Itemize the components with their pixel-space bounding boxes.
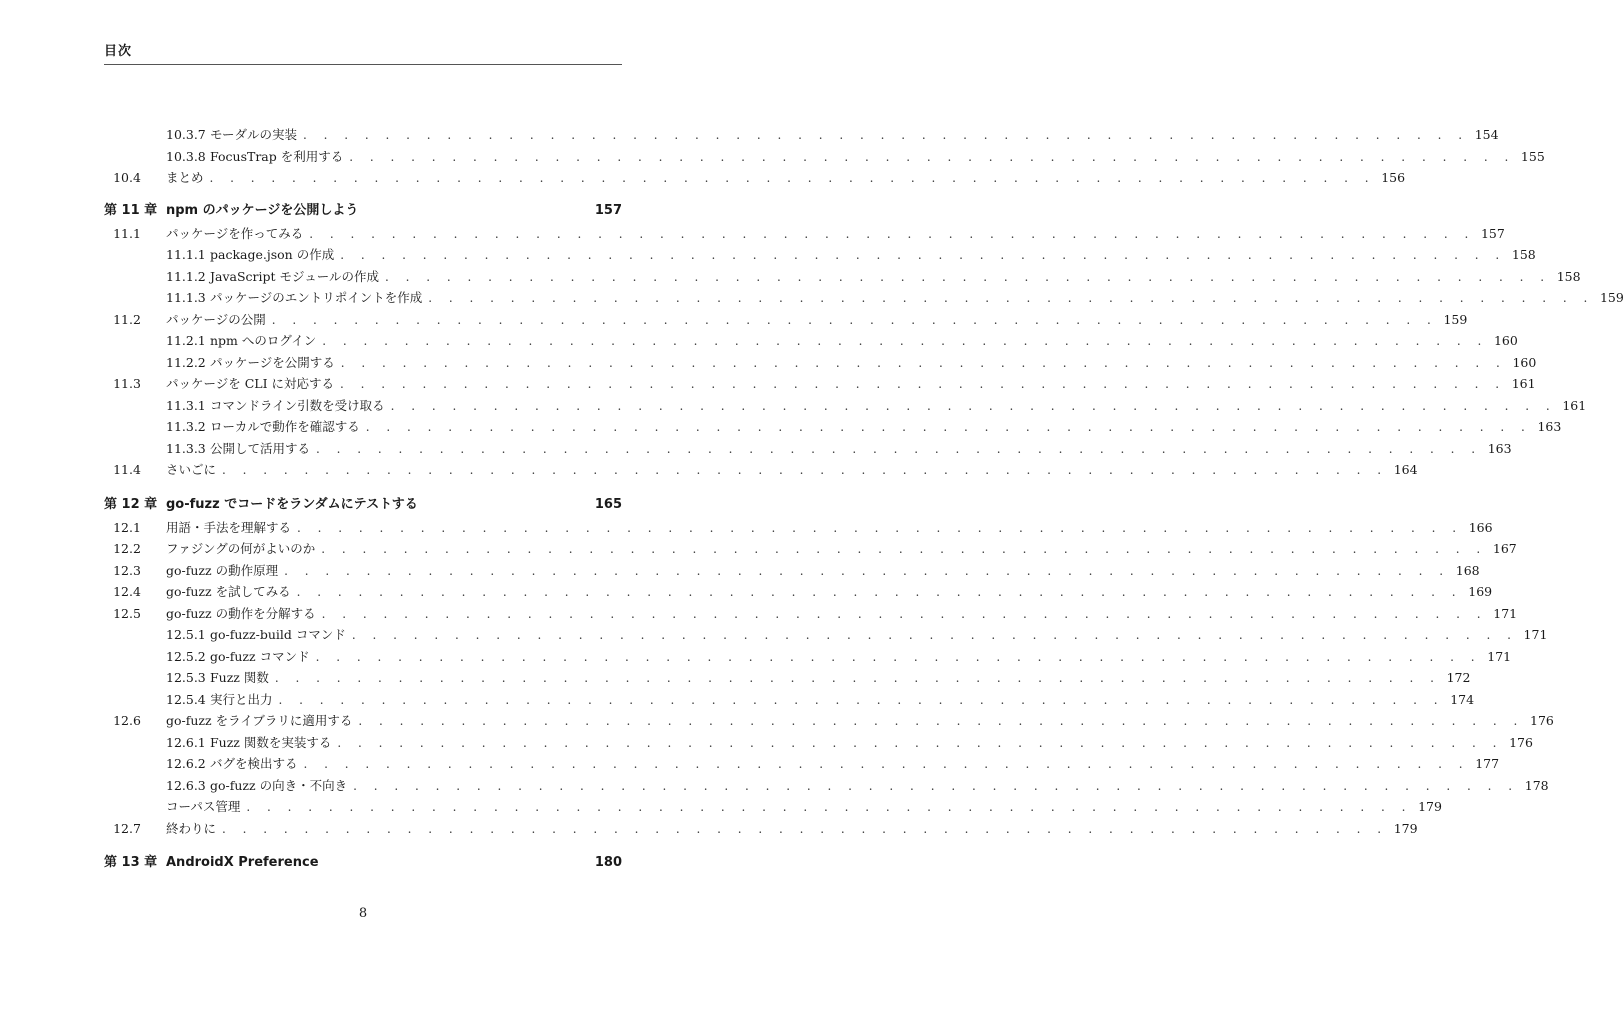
dot-leader: . . . . . . . . . . . . . . . . . . . . . . . . . . . . . . . . . . . . . . . . . . . . . . . . . . . . . . . . . bbox=[340, 377, 1506, 391]
section-number: 12.6 bbox=[113, 713, 141, 728]
table-of-contents bbox=[104, 124, 1624, 875]
entry-title: package.json の作成 bbox=[210, 247, 335, 262]
toc-subsection-entry[interactable] bbox=[104, 438, 1512, 460]
dot-leader: . . . . . . . . . . . . . . . . . . . . . . . . . . . . . . . . . . . . . . . . . . . . . . . . . . . . . . . . . bbox=[390, 398, 1557, 413]
section-number: 10.4 bbox=[113, 170, 141, 185]
subsection-number: 11.1.2 bbox=[166, 268, 206, 284]
entry-page: 179 bbox=[1418, 799, 1442, 814]
chapter-title: go-fuzz でコードをランダムにテストする bbox=[166, 496, 418, 512]
chapter-page: 180 bbox=[594, 855, 622, 870]
dot-leader: . . . . . . . . . . . . . . . . . . . . . . . . . . . . . . . . . . . . . . . . . . . . . . . . . . . . . . . . . bbox=[315, 649, 1482, 664]
toc-section-entry[interactable] bbox=[104, 459, 1418, 481]
entry-page: 154 bbox=[1474, 127, 1499, 142]
dot-leader: . . . . . . . . . . . . . . . . . . . . . . . . . . . . . . . . . . . . . . . . . . . . . . . . . . . . . . . . . bbox=[303, 128, 1469, 142]
subsection-number: 12.5.1 bbox=[166, 627, 206, 642]
dot-leader: . . . . . . . . . . . . . . . . . . . . . . . . . . . . . . . . . . . . . . . . . . . . . . . . . . . . . . . . . bbox=[353, 778, 1519, 793]
dot-leader: . . . . . . . . . . . . . . . . . . . . . . . . . . . . . . . . . . . . . . . . . . . . . . . . . . . . . . . . . bbox=[351, 628, 1518, 642]
dot-leader: . . . . . . . . . . . . . . . . . . . . . . . . . . . . . . . . . . . . . . . . . . . . . . . . . . . . . . . . . bbox=[322, 334, 1488, 348]
toc-subsection-entry[interactable] bbox=[104, 732, 1533, 754]
entry-title: go-fuzz の動作を分解する bbox=[166, 605, 316, 621]
entry-title: go-fuzz をライブラリに適用する bbox=[166, 713, 353, 728]
page-number: 8 bbox=[358, 906, 368, 921]
dot-leader: . . . . . . . . . . . . . . . . . . . . . . . . . . . . . . . . . . . . . . . . . . . . . . . . . . . . . . . . . bbox=[297, 520, 1463, 535]
section-number: 11.3 bbox=[113, 376, 141, 391]
section-number: 11.2 bbox=[113, 311, 141, 327]
toc-chapter-entry[interactable] bbox=[104, 851, 622, 875]
header-title: 目次 bbox=[104, 44, 133, 59]
subsection-number: 11.3.2 bbox=[166, 419, 206, 434]
toc-section-entry[interactable] bbox=[104, 223, 1505, 245]
entry-title: go-fuzz を試してみる bbox=[166, 584, 291, 599]
entry-page: 172 bbox=[1446, 670, 1471, 685]
chapter-number: 第 12 章 bbox=[104, 496, 158, 512]
entry-page: 160 bbox=[1493, 333, 1518, 348]
toc-chapter-entry[interactable] bbox=[104, 493, 622, 517]
dot-leader: . . . . . . . . . . . . . . . . . . . . . . . . . . . . . . . . . . . . . . . . . . . . . . . . . . . . . . . . . bbox=[309, 226, 1475, 241]
entry-page: 155 bbox=[1520, 148, 1545, 164]
dot-leader: . . . . . . . . . . . . . . . . . . . . . . . . . . . . . . . . . . . . . . . . . . . . . . . . . . . . . . . . . bbox=[358, 714, 1524, 728]
toc-section-entry[interactable] bbox=[104, 818, 1418, 840]
entry-page: 176 bbox=[1530, 713, 1554, 728]
dot-leader: . . . . . . . . . . . . . . . . . . . . . . . . . . . . . . . . . . . . . . . . . . . . . . . . . . . . . . . . . bbox=[321, 542, 1487, 556]
toc-subsection-entry[interactable] bbox=[104, 330, 1518, 352]
toc-section-entry[interactable] bbox=[104, 167, 1406, 189]
toc-section-entry[interactable] bbox=[104, 373, 1536, 395]
subsection-number: 11.1.3 bbox=[166, 290, 206, 305]
toc-section-entry[interactable] bbox=[104, 603, 1518, 625]
chapter-title: npm のパッケージを公開しよう bbox=[166, 202, 359, 218]
toc-section-entry[interactable] bbox=[104, 581, 1493, 603]
dot-leader: . . . . . . . . . . . . . . . . . . . . . . . . . . . . . . . . . . . . . . . . . . . . . . . . . . . . . . . . . bbox=[337, 735, 1503, 750]
section-number: 12.2 bbox=[113, 541, 141, 556]
entry-title: パッケージの公開 bbox=[166, 311, 266, 327]
entry-title: 終わりに bbox=[166, 820, 217, 836]
subsection-number: 10.3.8 bbox=[166, 148, 206, 164]
entry-title: 公開して活用する bbox=[210, 440, 311, 456]
entry-title: パッケージを作ってみる bbox=[166, 225, 304, 241]
dot-leader: . . . . . . . . . . . . . . . . . . . . . . . . . . . . . . . . . . . . . . . . . . . . . . . . . . . . . . . . . bbox=[349, 149, 1515, 164]
dot-leader: . . . . . . . . . . . . . . . . . . . . . . . . . . . . . . . . . . . . . . . . . . . . . . . . . . . . . . . . . bbox=[321, 606, 1488, 621]
toc-subsection-entry[interactable] bbox=[104, 124, 1499, 146]
dot-leader: . . . . . . . . . . . . . . . . . . . . . . . . . . . . . . . . . . . . . . . . . . . . . . . . . . . . . . . . . bbox=[274, 671, 1441, 685]
entry-title: 実行と出力 bbox=[210, 691, 273, 707]
toc-subsection-entry[interactable] bbox=[104, 796, 1442, 818]
entry-title: ローカルで動作を確認する bbox=[210, 419, 360, 434]
toc-subsection-entry[interactable] bbox=[104, 624, 1548, 646]
entry-page: 168 bbox=[1455, 562, 1480, 578]
toc-section-entry[interactable] bbox=[104, 517, 1493, 539]
subsection-number: 11.2.2 bbox=[166, 354, 206, 370]
toc-section-entry[interactable] bbox=[104, 538, 1517, 560]
entry-page: 163 bbox=[1537, 419, 1562, 434]
dot-leader: . . . . . . . . . . . . . . . . . . . . . . . . . . . . . . . . . . . . . . . . . . . . . . . . . . . . . . . . . bbox=[209, 171, 1376, 185]
entry-title: 用語・手法を理解する bbox=[166, 519, 292, 535]
entry-page: 171 bbox=[1493, 605, 1518, 621]
dot-leader: . . . . . . . . . . . . . . . . . . . . . . . . . . . . . . . . . . . . . . . . . . . . . . . . . . . . . . . . . bbox=[303, 757, 1470, 771]
chapter-number: 第 13 章 bbox=[104, 855, 158, 870]
entry-title: go-fuzz-build コマンド bbox=[210, 627, 346, 642]
entry-title: Fuzz 関数 bbox=[210, 670, 269, 685]
entry-title: ファジングの何がよいのか bbox=[166, 541, 316, 556]
entry-page: 164 bbox=[1393, 462, 1418, 477]
subsection-number: 12.6.1 bbox=[166, 734, 206, 750]
toc-subsection-entry[interactable] bbox=[104, 646, 1512, 668]
entry-title: パッケージのエントリポイントを作成 bbox=[210, 290, 423, 305]
section-number: 12.7 bbox=[113, 820, 141, 836]
entry-title: まとめ bbox=[166, 170, 204, 185]
toc-section-entry[interactable] bbox=[104, 309, 1468, 331]
entry-title: JavaScript モジュールの作成 bbox=[210, 268, 380, 284]
entry-title: go-fuzz の動作原理 bbox=[166, 562, 279, 578]
toc-subsection-entry[interactable] bbox=[104, 266, 1581, 288]
entry-title: パッケージを CLI に対応する bbox=[166, 376, 335, 391]
subsection-number: 12.6.2 bbox=[166, 756, 206, 771]
section-number: 12.1 bbox=[113, 519, 141, 535]
section-number: 12.3 bbox=[113, 562, 141, 578]
dot-leader: . . . . . . . . . . . . . . . . . . . . . . . . . . . . . . . . . . . . . . . . . . . . . . . . . . . . . . . . . bbox=[296, 585, 1463, 599]
subsection-number: 10.3.7 bbox=[166, 127, 206, 142]
dot-leader: . . . . . . . . . . . . . . . . . . . . . . . . . . . . . . . . . . . . . . . . . . . . . . . . . . . . . . . . . bbox=[246, 800, 1412, 814]
subsection-number: 11.2.1 bbox=[166, 333, 206, 348]
toc-subsection-entry[interactable] bbox=[104, 689, 1475, 711]
toc-subsection-entry[interactable] bbox=[104, 244, 1536, 266]
entry-page: 167 bbox=[1492, 541, 1517, 556]
entry-title: パッケージを公開する bbox=[210, 354, 335, 370]
dot-leader: . . . . . . . . . . . . . . . . . . . . . . . . . . . . . . . . . . . . . . . . . . . . . . . . . . . . . . . . . bbox=[385, 269, 1551, 284]
entry-page: 158 bbox=[1511, 247, 1536, 262]
toc-section-entry[interactable] bbox=[104, 710, 1554, 732]
entry-page: 161 bbox=[1562, 397, 1587, 413]
entry-page: 163 bbox=[1487, 440, 1512, 456]
toc-subsection-entry[interactable] bbox=[104, 775, 1549, 797]
entry-page: 171 bbox=[1487, 648, 1512, 664]
dot-leader: . . . . . . . . . . . . . . . . . . . . . . . . . . . . . . . . . . . . . . . . . . . . . . . . . . . . . . . . . bbox=[428, 291, 1594, 305]
entry-title: go-fuzz の向き・不向き bbox=[210, 777, 348, 793]
entry-title: コーパス管理 bbox=[166, 799, 241, 814]
dot-leader: . . . . . . . . . . . . . . . . . . . . . . . . . . . . . . . . . . . . . . . . . . . . . . . . . . . . . . . . . bbox=[340, 248, 1506, 262]
chapter-title: AndroidX Preference bbox=[166, 855, 319, 870]
toc-subsection-entry[interactable] bbox=[104, 753, 1500, 775]
entry-page: 166 bbox=[1468, 519, 1493, 535]
entry-page: 171 bbox=[1523, 627, 1548, 642]
entry-title: コマンドライン引数を受け取る bbox=[210, 397, 385, 413]
subsection-number: 12.5.4 bbox=[166, 691, 206, 707]
entry-page: 161 bbox=[1511, 376, 1536, 391]
entry-page: 159 bbox=[1443, 311, 1468, 327]
entry-page: 158 bbox=[1556, 268, 1581, 284]
entry-page: 176 bbox=[1509, 734, 1533, 750]
entry-page: 160 bbox=[1512, 354, 1537, 370]
subsection-number: 12.6.3 bbox=[166, 777, 206, 793]
section-number: 12.5 bbox=[113, 605, 141, 621]
toc-subsection-entry[interactable] bbox=[104, 667, 1471, 689]
dot-leader: . . . . . . . . . . . . . . . . . . . . . . . . . . . . . . . . . . . . . . . . . . . . . . . . . . . . . . . . . bbox=[222, 821, 1388, 836]
entry-title: FocusTrap を利用する bbox=[210, 148, 344, 164]
section-number: 12.4 bbox=[113, 584, 141, 599]
toc-subsection-entry[interactable] bbox=[104, 146, 1545, 168]
entry-page: 178 bbox=[1524, 777, 1549, 793]
dot-leader: . . . . . . . . . . . . . . . . . . . . . . . . . . . . . . . . . . . . . . . . . . . . . . . . . . . . . . . . . bbox=[340, 355, 1507, 370]
chapter-page: 157 bbox=[594, 202, 622, 218]
subsection-number: 11.3.3 bbox=[166, 440, 206, 456]
toc-subsection-entry[interactable] bbox=[104, 352, 1537, 374]
subsection-number: 11.1.1 bbox=[166, 247, 206, 262]
entry-page: 156 bbox=[1381, 170, 1406, 185]
dot-leader: . . . . . . . . . . . . . . . . . . . . . . . . . . . . . . . . . . . . . . . . . . . . . . . . . . . . . . . . . bbox=[284, 563, 1450, 578]
toc-subsection-entry[interactable] bbox=[104, 287, 1624, 309]
dot-leader: . . . . . . . . . . . . . . . . . . . . . . . . . . . . . . . . . . . . . . . . . . . . . . . . . . . . . . . . . bbox=[365, 420, 1532, 434]
toc-subsection-entry[interactable] bbox=[104, 395, 1587, 417]
toc-chapter-entry[interactable] bbox=[104, 199, 622, 223]
chapter-number: 第 11 章 bbox=[104, 202, 158, 218]
dot-leader: . . . . . . . . . . . . . . . . . . . . . . . . . . . . . . . . . . . . . . . . . . . . . . . . . . . . . . . . . bbox=[316, 441, 1482, 456]
entry-page: 157 bbox=[1480, 225, 1505, 241]
entry-title: npm へのログイン bbox=[210, 333, 317, 348]
dot-leader: . . . . . . . . . . . . . . . . . . . . . . . . . . . . . . . . . . . . . . . . . . . . . . . . . . . . . . . . . bbox=[271, 312, 1438, 327]
section-number: 11.4 bbox=[113, 462, 141, 477]
dot-leader: . . . . . . . . . . . . . . . . . . . . . . . . . . . . . . . . . . . . . . . . . . . . . . . . . . . . . . . . . bbox=[278, 692, 1445, 707]
subsection-number: 12.5.2 bbox=[166, 648, 206, 664]
subsection-number: 12.5.3 bbox=[166, 670, 206, 685]
entry-page: 174 bbox=[1450, 691, 1475, 707]
entry-title: Fuzz 関数を実装する bbox=[210, 734, 332, 750]
entry-title: さいごに bbox=[166, 462, 217, 477]
entry-title: モーダルの実装 bbox=[210, 127, 298, 142]
entry-title: バグを検出する bbox=[210, 756, 298, 771]
entry-title: go-fuzz コマンド bbox=[210, 648, 310, 664]
entry-page: 179 bbox=[1393, 820, 1418, 836]
dot-leader: . . . . . . . . . . . . . . . . . . . . . . . . . . . . . . . . . . . . . . . . . . . . . . . . . . . . . . . . . bbox=[222, 463, 1388, 477]
toc-section-entry[interactable] bbox=[104, 560, 1480, 582]
entry-page: 159 bbox=[1599, 290, 1624, 305]
chapter-page: 165 bbox=[594, 496, 622, 512]
toc-subsection-entry[interactable] bbox=[104, 416, 1562, 438]
entry-page: 177 bbox=[1475, 756, 1500, 771]
running-header bbox=[104, 40, 622, 65]
subsection-number: 11.3.1 bbox=[166, 397, 206, 413]
section-number: 11.1 bbox=[113, 225, 141, 241]
entry-page: 169 bbox=[1468, 584, 1493, 599]
